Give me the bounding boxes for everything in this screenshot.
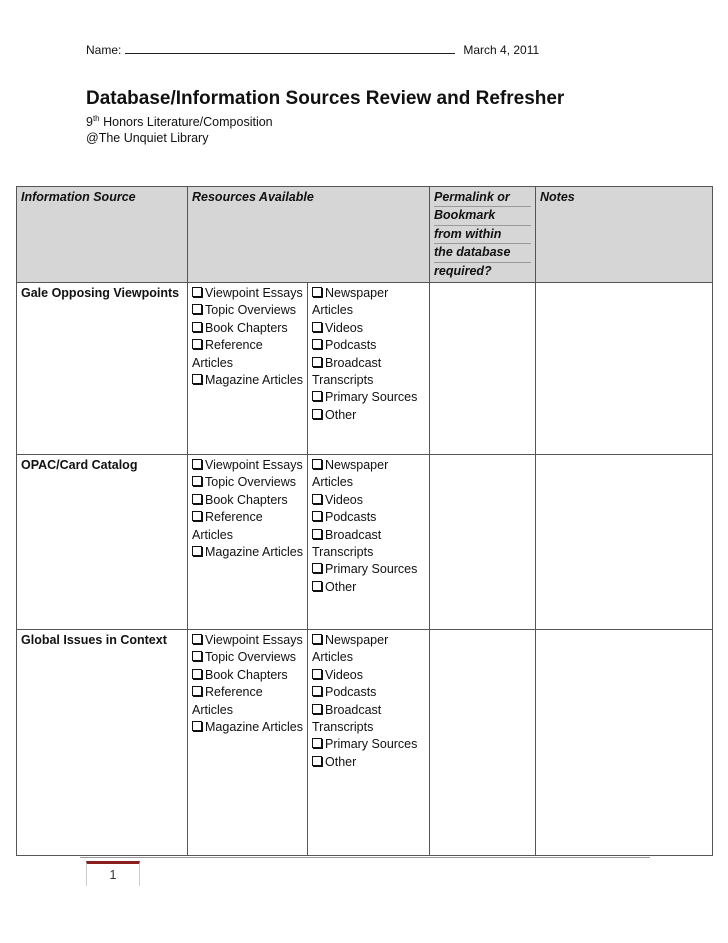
resource-option-label: Newspaper Articles bbox=[312, 458, 389, 490]
grade-number: 9 bbox=[86, 115, 93, 130]
resource-option[interactable] bbox=[312, 355, 425, 390]
resource-option-label: Podcasts bbox=[325, 685, 377, 700]
information-source-cell: Gale Opposing Viewpoints bbox=[17, 283, 188, 455]
checkbox-icon[interactable] bbox=[192, 511, 202, 521]
resource-option[interactable] bbox=[312, 754, 425, 771]
resource-option[interactable] bbox=[192, 632, 303, 649]
checkbox-icon[interactable] bbox=[192, 287, 202, 297]
permalink-header-line: Bookmark bbox=[434, 207, 531, 225]
checkbox-icon[interactable] bbox=[192, 686, 202, 696]
resource-option-label: Topic Overviews bbox=[205, 475, 296, 490]
resource-option-label: Broadcast Transcripts bbox=[312, 355, 382, 388]
resource-option[interactable] bbox=[192, 474, 303, 491]
checkbox-icon[interactable] bbox=[312, 494, 322, 504]
resource-option[interactable] bbox=[192, 302, 303, 319]
resource-option-label: Newspaper Articles bbox=[312, 633, 389, 665]
checkbox-icon[interactable] bbox=[312, 511, 322, 521]
resource-option[interactable] bbox=[192, 457, 303, 474]
notes-cell[interactable] bbox=[536, 630, 713, 856]
location-subtitle: @The Unquiet Library bbox=[86, 131, 209, 145]
permalink-header-line: the database bbox=[434, 244, 531, 262]
resource-option-label: Primary Sources bbox=[325, 737, 418, 752]
table-row bbox=[17, 455, 713, 630]
resource-option-label: Book Chapters bbox=[205, 667, 288, 682]
resource-option-label: Primary Sources bbox=[325, 390, 418, 405]
resource-option-label: Magazine Articles bbox=[205, 373, 303, 388]
resource-option-label: Videos bbox=[325, 667, 363, 682]
review-table bbox=[16, 186, 713, 856]
resource-option[interactable] bbox=[312, 285, 425, 320]
information-source-cell: Global Issues in Context bbox=[17, 630, 188, 856]
resource-option-label: Other bbox=[325, 754, 357, 769]
header-resources-available: Resources Available bbox=[188, 187, 430, 283]
resource-option[interactable] bbox=[192, 285, 303, 302]
checkbox-icon[interactable] bbox=[312, 704, 322, 714]
resource-option-label: Viewpoint Essays bbox=[205, 458, 303, 473]
checkbox-icon[interactable] bbox=[192, 494, 202, 504]
resource-option[interactable] bbox=[312, 492, 425, 509]
header-notes: Notes bbox=[536, 187, 713, 283]
header-information-source: Information Source bbox=[17, 187, 188, 283]
date-text: March 4, 2011 bbox=[463, 43, 540, 57]
checkbox-icon[interactable] bbox=[312, 322, 322, 332]
resource-option-label: Other bbox=[325, 579, 357, 594]
resource-option[interactable] bbox=[192, 492, 303, 509]
checkbox-icon[interactable] bbox=[192, 546, 202, 556]
resource-option[interactable] bbox=[312, 667, 425, 684]
checkbox-icon[interactable] bbox=[312, 529, 322, 539]
resource-option[interactable] bbox=[312, 457, 425, 492]
document-title: Database/Information Sources Review and Refresher bbox=[86, 88, 565, 109]
checkbox-icon[interactable] bbox=[312, 634, 322, 644]
checkbox-icon[interactable] bbox=[312, 357, 322, 367]
resource-option[interactable] bbox=[192, 320, 303, 337]
name-date-line bbox=[86, 43, 556, 57]
course-subtitle bbox=[86, 114, 273, 129]
resource-options-cell bbox=[188, 630, 308, 856]
resource-option-label: Viewpoint Essays bbox=[205, 286, 303, 301]
resource-option[interactable] bbox=[312, 684, 425, 701]
resource-option[interactable] bbox=[312, 407, 425, 424]
checkbox-icon[interactable] bbox=[192, 304, 202, 314]
checkbox-icon[interactable] bbox=[312, 581, 322, 591]
checkbox-icon[interactable] bbox=[192, 721, 202, 731]
resource-option[interactable] bbox=[192, 684, 303, 719]
checkbox-icon[interactable] bbox=[192, 651, 202, 661]
checkbox-icon[interactable] bbox=[192, 339, 202, 349]
checkbox-icon[interactable] bbox=[312, 686, 322, 696]
resource-option[interactable] bbox=[312, 320, 425, 337]
resource-option[interactable] bbox=[192, 719, 303, 736]
resource-option[interactable] bbox=[312, 579, 425, 596]
resource-option-label: Newspaper Articles bbox=[312, 286, 389, 318]
resource-options-cell bbox=[308, 455, 430, 630]
information-source-cell: OPAC/Card Catalog bbox=[17, 455, 188, 630]
permalink-header-line: required? bbox=[434, 263, 492, 278]
notes-cell[interactable] bbox=[536, 283, 713, 455]
checkbox-icon[interactable] bbox=[312, 756, 322, 766]
resource-option-label: Topic Overviews bbox=[205, 650, 296, 665]
permalink-cell[interactable] bbox=[430, 283, 536, 455]
page-number: 1 bbox=[86, 861, 140, 886]
footer-rule bbox=[80, 857, 650, 858]
resource-option-label: Magazine Articles bbox=[205, 545, 303, 560]
resource-option[interactable] bbox=[312, 632, 425, 667]
resource-option-label: Book Chapters bbox=[205, 320, 288, 335]
resource-option[interactable] bbox=[312, 337, 425, 354]
resource-option-label: Topic Overviews bbox=[205, 303, 296, 318]
checkbox-icon[interactable] bbox=[312, 459, 322, 469]
resource-option[interactable] bbox=[312, 389, 425, 406]
table-row bbox=[17, 283, 713, 455]
resource-option[interactable] bbox=[192, 649, 303, 666]
resource-option[interactable] bbox=[312, 561, 425, 578]
checkbox-icon[interactable] bbox=[312, 669, 322, 679]
resource-option-label: Book Chapters bbox=[205, 492, 288, 507]
checkbox-icon[interactable] bbox=[192, 634, 202, 644]
name-label: Name: bbox=[86, 43, 122, 57]
resource-option[interactable] bbox=[192, 667, 303, 684]
resource-option-label: Viewpoint Essays bbox=[205, 633, 303, 648]
resource-option[interactable] bbox=[192, 509, 303, 544]
permalink-cell[interactable] bbox=[430, 455, 536, 630]
checkbox-icon[interactable] bbox=[312, 339, 322, 349]
resource-options-cell bbox=[308, 283, 430, 455]
resource-option-label: Podcasts bbox=[325, 338, 377, 353]
resource-option[interactable] bbox=[312, 736, 425, 753]
resource-option[interactable] bbox=[192, 337, 303, 372]
permalink-header-line: Permalink or bbox=[434, 189, 531, 207]
resource-option-label: Reference Articles bbox=[192, 510, 263, 542]
checkbox-icon[interactable] bbox=[192, 476, 202, 486]
resource-options-cell bbox=[308, 630, 430, 856]
resource-option-label: Primary Sources bbox=[325, 562, 418, 577]
checkbox-icon[interactable] bbox=[312, 391, 322, 401]
resource-option-label: Other bbox=[325, 407, 357, 422]
course-name: Honors Literature/Composition bbox=[99, 115, 273, 130]
resource-option[interactable] bbox=[192, 544, 303, 561]
resource-option[interactable] bbox=[312, 509, 425, 526]
resource-options-cell bbox=[188, 455, 308, 630]
name-blank-field[interactable] bbox=[125, 43, 455, 54]
table-row bbox=[17, 630, 713, 856]
checkbox-icon[interactable] bbox=[312, 738, 322, 748]
header-permalink bbox=[430, 187, 536, 283]
resource-option-label: Broadcast Transcripts bbox=[312, 702, 382, 735]
resource-option-label: Videos bbox=[325, 492, 363, 507]
resource-option-label: Podcasts bbox=[325, 510, 377, 525]
checkbox-icon[interactable] bbox=[192, 322, 202, 332]
resource-option[interactable] bbox=[312, 527, 425, 562]
resource-options-cell bbox=[188, 283, 308, 455]
resource-option[interactable] bbox=[312, 702, 425, 737]
checkbox-icon[interactable] bbox=[192, 459, 202, 469]
checkbox-icon[interactable] bbox=[192, 374, 202, 384]
checkbox-icon[interactable] bbox=[312, 409, 322, 419]
resource-option-label: Broadcast Transcripts bbox=[312, 527, 382, 560]
table-header-row bbox=[17, 187, 713, 283]
permalink-header-line: from within bbox=[434, 226, 531, 244]
resource-option-label: Magazine Articles bbox=[205, 720, 303, 735]
notes-cell[interactable] bbox=[536, 455, 713, 630]
resource-option[interactable] bbox=[192, 372, 303, 389]
resource-option-label: Reference Articles bbox=[192, 338, 263, 370]
resource-option-label: Videos bbox=[325, 320, 363, 335]
checkbox-icon[interactable] bbox=[312, 563, 322, 573]
permalink-cell[interactable] bbox=[430, 630, 536, 856]
grade-suffix: th bbox=[92, 114, 100, 123]
checkbox-icon[interactable] bbox=[312, 287, 322, 297]
checkbox-icon[interactable] bbox=[192, 669, 202, 679]
resource-option-label: Reference Articles bbox=[192, 685, 263, 717]
